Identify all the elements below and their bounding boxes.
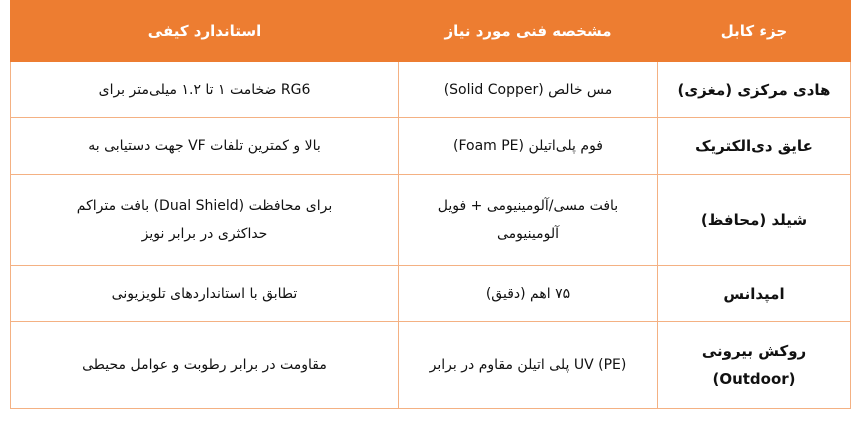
table-row: [11, 175, 851, 266]
cell-part-line: روکش بیرونی: [701, 342, 807, 360]
cell-spec-line: آلومینیومی: [497, 226, 559, 242]
table-row: [11, 118, 851, 175]
cell-spec: مس خالص (Solid Copper): [399, 62, 658, 118]
cell-spec: فوم پلی‌اتیلن (Foam PE): [399, 118, 658, 175]
cell-quality: [11, 175, 399, 266]
cell-part: هادی مرکزی (مغزی): [658, 62, 851, 118]
cable-spec-table: [10, 0, 851, 409]
cell-quality-line: برای محافظت (Dual Shield) بافت متراکم: [76, 198, 333, 214]
cell-part: عایق دی‌الکتریک: [658, 118, 851, 175]
cell-spec: [399, 175, 658, 266]
cell-quality: بالا و کمترین تلفات VF جهت دستیابی به: [11, 118, 399, 175]
header-row: [11, 1, 851, 62]
cell-quality: RG6 ضخامت ۱ تا ۱.۲ میلی‌متر برای: [11, 62, 399, 118]
cell-part: [658, 322, 851, 409]
cell-spec: ۷۵ اهم (دقیق): [399, 266, 658, 322]
table-row: [11, 266, 851, 322]
cell-part: شیلد (محافظ): [658, 175, 851, 266]
spec-table-container: [10, 0, 850, 409]
cell-spec: UV (PE) پلی اتیلن مقاوم در برابر: [399, 322, 658, 409]
table-header: [11, 1, 851, 62]
table-body: [11, 62, 851, 409]
table-row: [11, 62, 851, 118]
table-row: [11, 322, 851, 409]
cell-quality-line: حداکثری در برابر نویز: [141, 226, 268, 242]
cell-quality: مقاومت در برابر رطوبت و عوامل محیطی: [11, 322, 399, 409]
header-spec: مشخصه فنی مورد نیاز: [399, 1, 658, 62]
cell-spec-line: بافت مسی/آلومینیومی + فویل: [437, 198, 619, 214]
cell-part-line: (Outdoor): [712, 370, 796, 388]
cell-quality: تطابق با استانداردهای تلویزیونی: [11, 266, 399, 322]
cell-part: امپدانس: [658, 266, 851, 322]
header-part: جزء کابل: [658, 1, 851, 62]
header-quality: استاندارد کیفی: [11, 1, 399, 62]
